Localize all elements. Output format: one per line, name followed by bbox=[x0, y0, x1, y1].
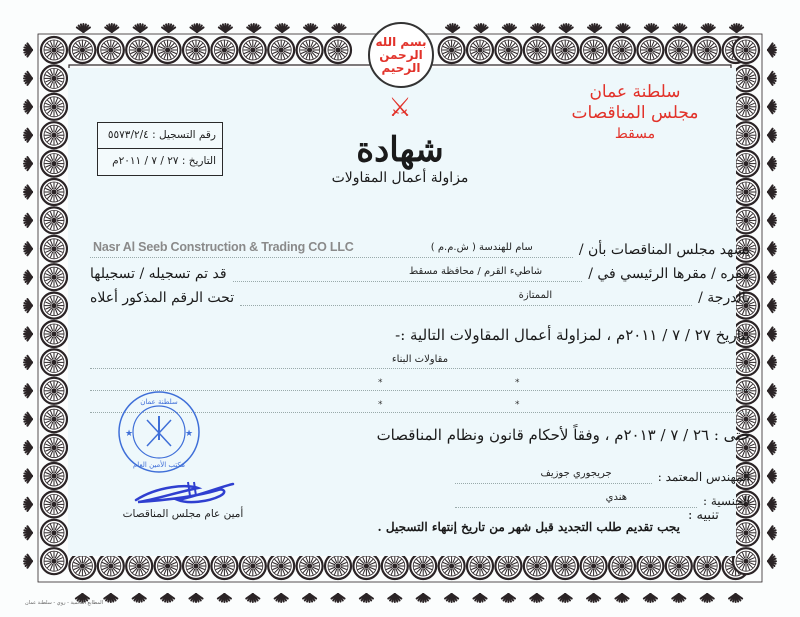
stamp-text-bottom: مكتب الأمين العام bbox=[132, 461, 186, 469]
engineer-row bbox=[455, 462, 750, 484]
grade-tail: تحت الرقم المذكور أعلاه bbox=[90, 290, 235, 306]
contract-star: * bbox=[515, 400, 520, 410]
signature-caption: أمين عام مجلس المناقصات bbox=[122, 508, 244, 520]
registration-number-row bbox=[98, 123, 222, 148]
registration-number-label: رقم التسجيل : bbox=[152, 129, 216, 141]
hq-value: شاطيء القرم / محافظة مسقط bbox=[233, 263, 583, 282]
registration-date-row bbox=[98, 148, 222, 174]
official-stamp bbox=[107, 390, 211, 474]
basmala-seal bbox=[368, 22, 434, 88]
khanjar-emblem-icon: ⚔ bbox=[388, 93, 412, 123]
note-text: يجب تقديم طلب التجديد قبل شهر من تاريخ إنتهاء التسجيل . bbox=[377, 520, 680, 534]
until-date-sentence: حتى : ٢٦ / ٧ / ٢٠١٣م ، وفقاً لأحكام قانون ونظام المناقصات bbox=[376, 426, 750, 444]
engineer-label: المهندس المعتمد : bbox=[657, 470, 750, 484]
engineer-value: جريجوري جوزيف bbox=[455, 465, 652, 484]
certificate-title: شهادة bbox=[356, 130, 444, 170]
contract-star: * bbox=[378, 400, 383, 410]
contract-star: * bbox=[515, 378, 520, 388]
nationality-label: الجنسية : bbox=[703, 494, 750, 508]
authority-line-2: مجلس المناقصات bbox=[571, 103, 699, 123]
contract-line-1: مقاولات البناء bbox=[90, 352, 750, 369]
grade-value: الممتازة bbox=[240, 287, 692, 306]
contract-star: * bbox=[378, 378, 383, 388]
certificate-subtitle: مزاولة أعمال المقاولات bbox=[331, 170, 469, 186]
authority-line-3: مسقط bbox=[614, 126, 656, 142]
basmala-text: بسم الله الرحمن الرحيم bbox=[375, 34, 427, 75]
hq-tail: قد تم تسجيله / تسجيلها bbox=[90, 266, 227, 282]
contract-line-2 bbox=[90, 374, 750, 391]
signature bbox=[128, 478, 238, 508]
certifies-label: يشهد مجلس المناقصات بأن / bbox=[578, 242, 750, 258]
hq-label: مقره / مقرها الرئيسي في / bbox=[588, 266, 750, 282]
issuing-authority bbox=[560, 82, 710, 145]
stamp-text-top: سلطنة عمان bbox=[140, 398, 178, 406]
company-name-ar: سام للهندسة ( ش.م.م ) bbox=[90, 239, 573, 258]
registration-box bbox=[97, 122, 223, 176]
printer-note: المطابع العالمية - روي - سلطنة عمان bbox=[25, 600, 104, 606]
grade-row bbox=[90, 284, 750, 306]
grade-label: بالدرجة / bbox=[698, 290, 750, 306]
stamp-star-icon: ★ bbox=[185, 429, 194, 439]
company-name-en: Nasr Al Seeb Construction & Trading CO LLC bbox=[93, 240, 354, 254]
registration-date-label: التاريخ : bbox=[181, 155, 216, 167]
stamp-star-icon: ★ bbox=[125, 429, 134, 439]
note-label: تنبيه : bbox=[688, 508, 719, 523]
hq-row bbox=[90, 260, 750, 282]
nationality-value: هندي bbox=[455, 489, 697, 508]
registration-date-value: ٢٧ / ٧ / ٢٠١١م bbox=[112, 155, 179, 167]
registration-number-value: ٥٥٧٣/٢/٤ bbox=[107, 129, 149, 141]
authority-line-1: سلطنة عمان bbox=[589, 82, 681, 102]
from-date-sentence: بتاريخ ٢٧ / ٧ / ٢٠١١م ، لمزاولة أعمال المقاولات التالية :- bbox=[395, 326, 750, 344]
nationality-row bbox=[455, 486, 750, 508]
